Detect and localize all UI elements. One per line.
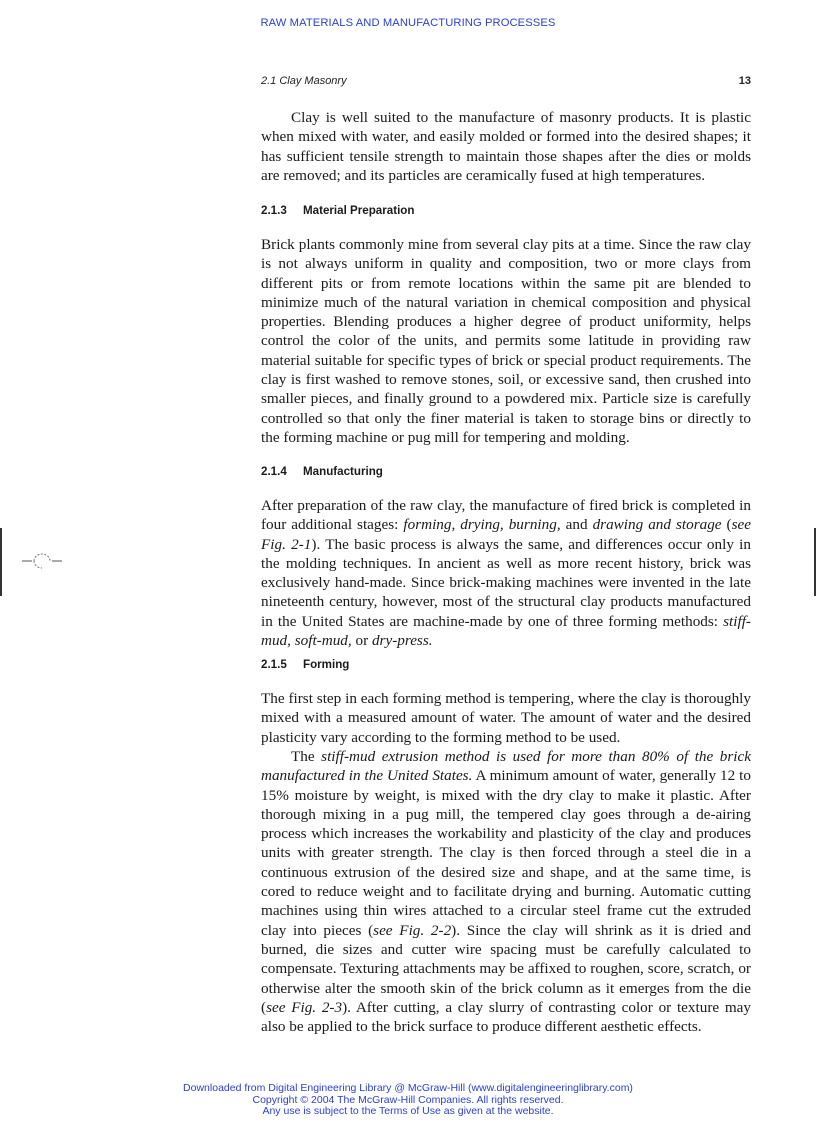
running-head-section: 2.1 Clay Masonry — [261, 75, 347, 87]
section-heading-2-1-4 — [261, 465, 751, 478]
section-heading-2-1-3 — [261, 204, 751, 217]
crop-mark-left — [0, 528, 2, 596]
document-banner: RAW MATERIALS AND MANUFACTURING PROCESSES — [260, 17, 556, 29]
intro-paragraph: Clay is well suited to the manufacture of masonry products. It is plastic when mixed with water, and easily molded or formed into the desired shapes; it has sufficient tensile strength to maintain those shapes after the dies or molds are removed; and its particles are ceramically fused at high temperatures. — [261, 109, 751, 184]
forming-paragraph-2: The stiff-mud extrusion method is used for more than 80% of the brick manufactured in the United States. A minimum amount of water, generally 12 to 15% moisture by weight, is mixed with the dry clay to make it plastic. After thorough mixing in a pug mill, the tempered clay goes through a de-airing process which increases the workability and plasticity of the clay and produces units with greater strength. The clay is then forced through a steel die in a continuous extrusion of the desired size and shape, and at the same time, is cored to reduce weight and to facilitate drying and burning. Automatic cutting machines using thin wires attached to a circular steel frame cut the extruded clay into pieces (see Fig. 2-2). Since the clay will shrink as it is dried and burned, die sizes and cutter wire spacing must be carefully calculated to compensate. Texturing attachments may be affixed to roughen, score, scratch, or otherwise alter the smooth skin of the brick column as it emerges from the die (see Fig. 2-3). After cutting, a clay slurry of contrasting color or texture may also be applied to the brick surface to produce different aesthetic effects. — [261, 748, 752, 1036]
material-preparation-paragraph: Brick plants commonly mine from several clay pits at a time. Since the raw clay is not always uniform in quality and composition, two or more clays from different pits or from remote locations within the same pit are blended to minimize much of the natural variation in chemical composition and physical properties. Blending produces a higher degree of product uniformity, helps control the color of the units, and permits some latitude in providing raw material suitable for specific types of brick or special product requirements. The clay is first washed to remove stones, soil, or excessive sand, then crushed into smaller pieces, and finally ground to a powdered mix. Particle size is carefully controlled so that only the finer material is taken to storage bins or directly to the forming machine or pug mill for tempering and molding. — [261, 236, 751, 446]
section-title: Forming — [303, 658, 350, 671]
page-number: 13 — [738, 75, 751, 87]
footer-copyright-line: Copyright © 2004 The McGraw-Hill Companies. All rights reserved. — [252, 1093, 564, 1106]
forming-paragraph-1: The first step in each forming method is tempering, where the clay is thoroughly mixed with a measured amount of water. The amount of water and the desired plasticity vary according to the forming method to be used. — [261, 690, 751, 746]
running-head — [261, 75, 751, 91]
manufacturing-paragraph: After preparation of the raw clay, the manufacture of fired brick is completed in four additional stages: forming, drying, burning, and drawing and storage (see Fig. 2-1). The basic process is always the same, and differences occur only in the molding techniques. In ancient as well as more recent history, brick was exclusively hand-made. Since brick-making machines were invented in the late nineteenth century, however, most of the structural clay products manufactured in the United States are machine-made by one of three forming methods: stiff-mud, soft-mud, or dry-press. — [261, 497, 752, 650]
footer-download-line[interactable]: Downloaded from Digital Engineering Library @ McGraw-Hill (www.digitalengineeringlibrary.com) — [183, 1082, 633, 1094]
section-number: 2.1.5 — [261, 658, 287, 671]
footer — [0, 1083, 816, 1118]
section-title: Material Preparation — [303, 204, 415, 217]
figure-reference: see Fig. 2-3 — [266, 998, 343, 1016]
figure-reference: see Fig. 2-1 — [261, 516, 752, 553]
section-number: 2.1.3 — [261, 204, 287, 217]
footer-terms-line[interactable]: Any use is subject to the Terms of Use as given at the website. — [262, 1105, 554, 1118]
registration-mark-icon — [22, 551, 62, 571]
figure-reference: see Fig. 2-2 — [373, 921, 452, 939]
section-number: 2.1.4 — [261, 465, 287, 478]
section-title: Manufacturing — [303, 465, 383, 478]
section-heading-2-1-5 — [261, 658, 751, 671]
